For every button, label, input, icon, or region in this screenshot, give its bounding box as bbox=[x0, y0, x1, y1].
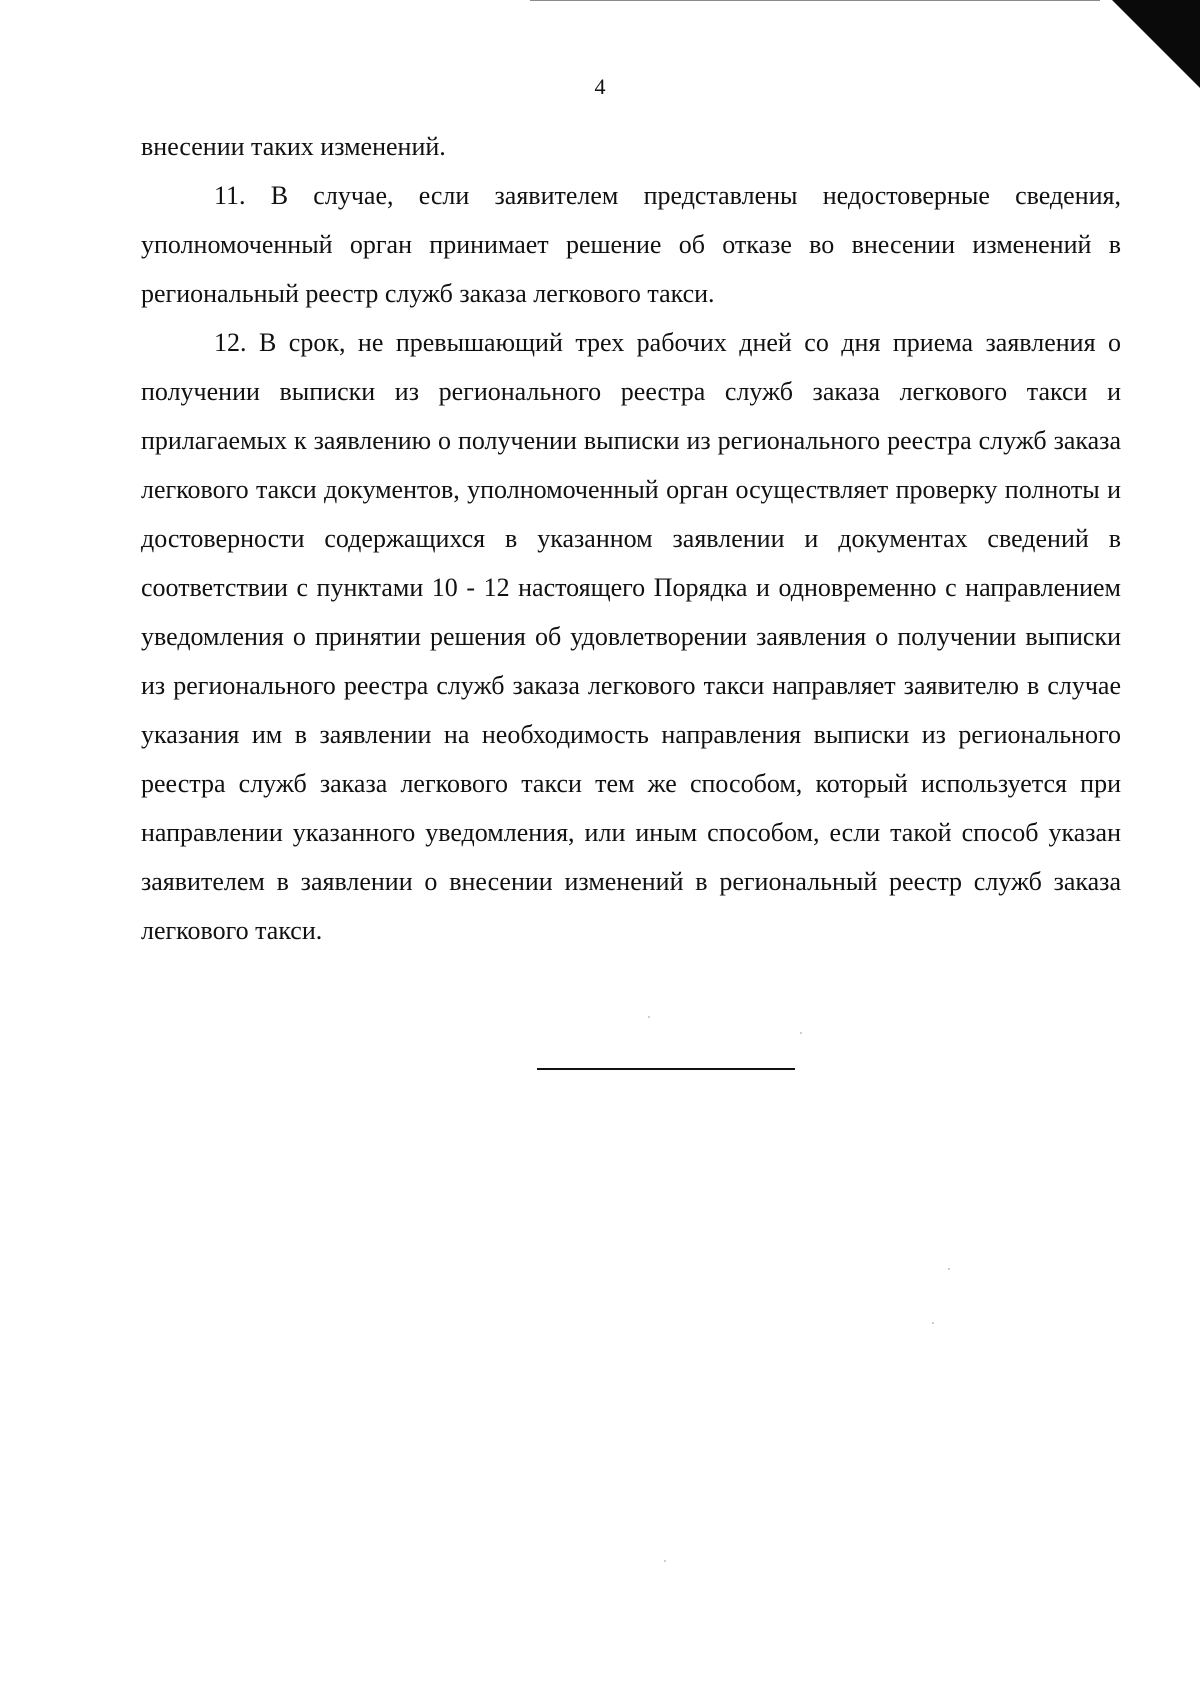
scan-speck bbox=[648, 1016, 650, 1018]
scan-edge-line bbox=[530, 0, 1100, 1]
paragraph-11: 11. В случае, если заявителем представлены недостоверные сведения, уполномоченный орган принимает решение об отказе во внесении изменений в региональный реестр служб заказа легкового такси. bbox=[141, 181, 1121, 308]
document-body bbox=[141, 122, 1121, 955]
paragraph-continuation: внесении таких изменений. bbox=[141, 132, 446, 161]
scan-speck bbox=[664, 1560, 666, 1562]
scan-speck bbox=[932, 1322, 934, 1324]
end-of-document-rule bbox=[537, 1068, 795, 1070]
page-number: 4 bbox=[594, 74, 606, 99]
scan-speck bbox=[800, 1032, 802, 1034]
scan-speck bbox=[948, 1268, 950, 1270]
paragraph-12: 12. В срок, не превышающий трех рабочих дней со дня приема заявления о получении выписки из регионального реестра служб заказа легкового такси и прилагаемых к заявлению о получении выписки из регионального реестра служб заказа легкового такси документов, уполномоченный орган осуществляет проверку полноты и достоверности содержащихся в указанном заявлении и документах сведений в соответствии с пунктами 10 - 12 настоящего Порядка и одновременно с направлением уведомления о принятии решения об удовлетворении заявления о получении выписки из регионального реестра служб заказа легкового такси направляет заявителю в случае указания им в заявлении на необходимость направления выписки из регионального реестра служб заказа легкового такси тем же способом, который используется при направлении указанного уведомления, или иным способом, если такой способ указан заявителем в заявлении о внесении изменений в региональный реестр служб заказа легкового такси. bbox=[141, 328, 1121, 945]
